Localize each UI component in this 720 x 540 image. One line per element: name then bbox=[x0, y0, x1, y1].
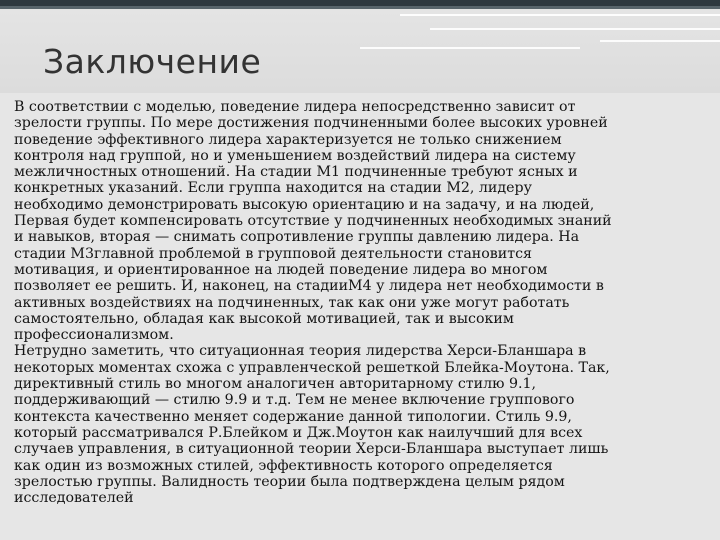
text-line: как один из возможных стилей, эффективность которого определяется bbox=[14, 457, 553, 474]
slide-title: Заключение bbox=[43, 42, 262, 81]
text-line: который рассматривался Р.Блейком и Дж.Моутон как наилучший для всех bbox=[14, 424, 583, 441]
text-line: необходимо демонстрировать высокую ориентацию и на задачу, и на людей, bbox=[14, 196, 595, 213]
paragraph bbox=[14, 99, 700, 343]
top-bar-accent bbox=[0, 6, 720, 9]
text-line: контроля над группой, но и уменьшением воздействий лидера на систему bbox=[14, 147, 576, 164]
text-line: зрелости группы. По мере достижения подчиненными более высоких уровней bbox=[14, 115, 608, 132]
text-line: мотивация, и ориентированное на людей поведение лидера во многом bbox=[14, 261, 548, 278]
header-accent-line bbox=[360, 47, 580, 49]
text-line: зрелостью группы. Валидность теории была подтверждена целым рядом bbox=[14, 473, 565, 490]
text-line: поведение эффективного лидера характеризуется не только снижением bbox=[14, 131, 562, 148]
text-line: межличностных отношений. На стадии М1 подчиненные требуют ясных и bbox=[14, 164, 578, 181]
text-line: контекста качественно меняет содержание данной типологии. Стиль 9.9, bbox=[14, 408, 572, 425]
slide-body bbox=[14, 99, 700, 506]
text-line: профессионализмом. bbox=[14, 327, 174, 344]
text-line: стадии М3главной проблемой в групповой деятельности становится bbox=[14, 245, 532, 262]
text-line: директивный стиль во многом аналогичен авторитарному стилю 9.1, bbox=[14, 376, 537, 393]
text-line: и навыков, вторая — снимать сопротивление группы давлению лидера. На bbox=[14, 229, 580, 246]
text-line: конкретных указаний. Если группа находится на стадии М2, лидеру bbox=[14, 180, 532, 197]
header-accent-line bbox=[400, 14, 720, 16]
text-line: случаев управления, в ситуационной теории Херси-Бланшара выступает лишь bbox=[14, 441, 609, 458]
text-line: некоторых моментах схожа с управленческой решеткой Блейка-Моутона. Так, bbox=[14, 359, 610, 376]
text-line: Первая будет компенсировать отсутствие у подчиненных необходимых знаний bbox=[14, 213, 612, 230]
text-line: исследователей bbox=[14, 490, 134, 507]
text-line: Нетрудно заметить, что ситуационная теория лидерства Херси-Бланшара в bbox=[14, 343, 587, 360]
text-line: самостоятельно, обладая как высокой мотивацией, так и высоким bbox=[14, 310, 514, 327]
text-line: активных воздействиях на подчиненных, так как они уже могут работать bbox=[14, 294, 570, 311]
header-accent-line bbox=[600, 40, 720, 42]
text-line: поддерживающий — стилю 9.9 и т.д. Тем не менее включение группового bbox=[14, 392, 575, 409]
text-line: позволяет ее решить. И, наконец, на стадииМ4 у лидера нет необходимости в bbox=[14, 278, 604, 295]
header-accent-line bbox=[430, 28, 720, 30]
text-line: В соответствии с моделью, поведение лидера непосредственно зависит от bbox=[14, 99, 576, 115]
paragraph bbox=[14, 343, 700, 506]
